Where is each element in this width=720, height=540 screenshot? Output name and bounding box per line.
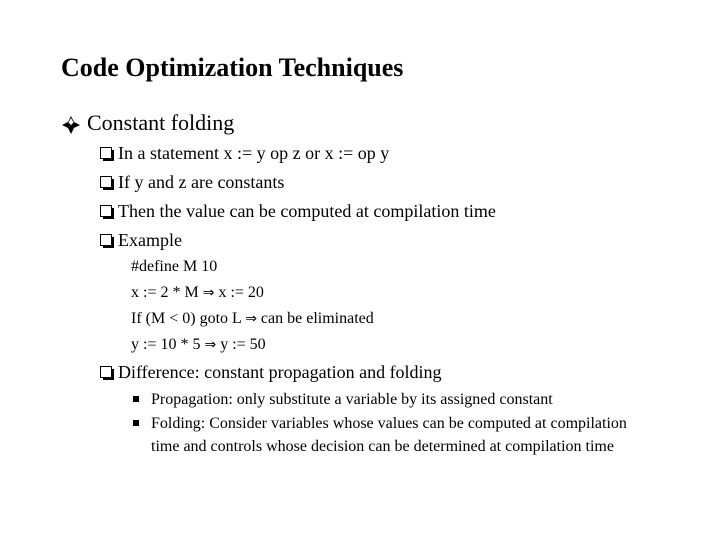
example-line: y := 10 * 5 ⇒ y := 50	[131, 336, 266, 353]
list-item: Example	[100, 229, 182, 251]
example-line: x := 2 * M ⇒ x := 20	[131, 284, 264, 301]
checkbox-bullet-icon	[100, 366, 112, 378]
square-bullet-icon	[133, 396, 139, 402]
list-item: If y and z are constants	[100, 171, 284, 193]
bullet-text: Constant folding	[87, 110, 235, 135]
checkbox-bullet-icon	[100, 234, 112, 246]
implies-arrow-icon: ⇒	[202, 285, 215, 301]
implies-arrow-icon: ⇒	[245, 311, 257, 327]
example-line: If (M < 0) goto L ⇒ can be eliminated	[131, 310, 374, 327]
example-line: #define M 10	[131, 258, 218, 275]
checkbox-bullet-icon	[100, 147, 112, 159]
bullet-constant-folding	[61, 109, 234, 137]
page-title: Code Optimization Techniques	[61, 53, 404, 82]
checkbox-bullet-icon	[100, 176, 112, 188]
slide: Code Optimization Techniques Constant folding In a statement x := y op z or x := op y If y and z are constants Then the value can be computed at compilation time Example #define M 10 x := 2 * M ⇒ x := 20 If (M < 0) goto L ⇒ can be eliminated y := 10 * 5 ⇒ y := 50 Difference: constant propagation and folding Propagation: only substitute a variable by its assigned constant Folding: Consider variables whose values can be computed at compilation time and controls whose decision can be determined at compilation time	[61, 53, 627, 455]
list-item: In a statement x := y op z or x := op y	[100, 142, 389, 164]
list-item: Difference: constant propagation and folding	[100, 361, 442, 383]
list-item: Then the value can be computed at compilation time	[100, 200, 496, 222]
checkbox-bullet-icon	[100, 205, 112, 217]
implies-arrow-icon: ⇒	[204, 337, 217, 353]
diamond-bullet-icon	[61, 115, 81, 135]
square-bullet-icon	[133, 420, 139, 426]
